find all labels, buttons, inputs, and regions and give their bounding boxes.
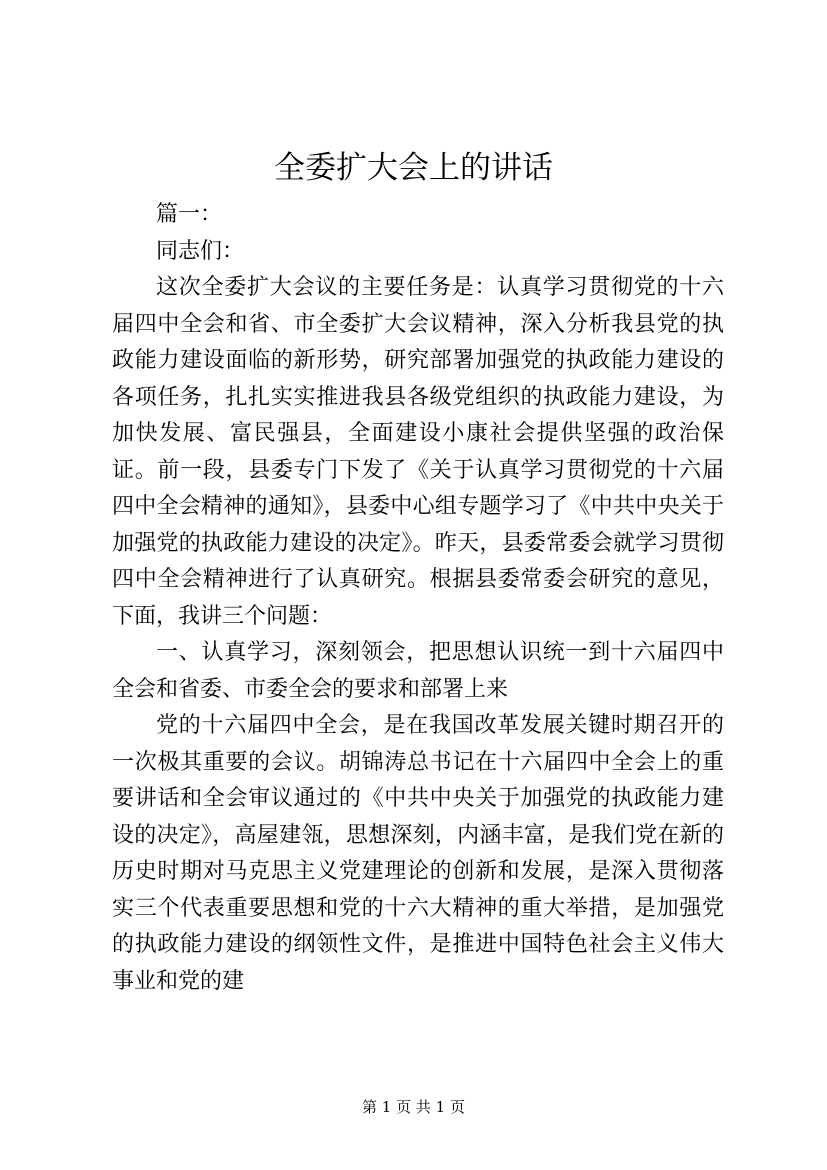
- document-title: 全委扩大会上的讲话: [274, 150, 553, 186]
- section-subheading: 一、认真学习，深刻领会，把思想认识统一到十六届四中全会和省委、市委全会的要求和部署上来: [112, 640, 724, 702]
- section-heading: 篇一：: [156, 202, 223, 227]
- salutation: 同志们：: [156, 238, 245, 264]
- page-footer: 第 1 页 共 1 页: [362, 1098, 465, 1116]
- document-body: [112, 197, 724, 1000]
- body-paragraph: 这次全委扩大会议的主要任务是：认真学习贯彻党的十六届四中全会和省、市全委扩大会议精神，深入分析我县党的执政能力建设面临的新形势，研究部署加强党的执政能力建设的各项任务，扎扎实实推进我县各级党组织的执政能力建设，为加快发展、富民强县，全面建设小康社会提供坚强的政治保证。前一段，县委专门下发了《关于认真学习贯彻党的十六届四中全会精神的通知》，县委中心组专题学习了《中共中央关于加强党的执政能力建设的决定》。昨天，县委常委会就学习贯彻四中全会精神进行了认真研究。根据县委常委会研究的意见，下面，我讲三个问题：: [112, 275, 724, 629]
- body-paragraph: 党的十六届四中全会，是在我国改革发展关键时期召开的一次极其重要的会议。胡锦涛总书记在十六届四中全会上的重要讲话和全会审议通过的《中共中央关于加强党的执政能力建设的决定》，高屋建瓴，思想深刻，内涵丰富，是我们党在新的历史时期对马克思主义党建理论的创新和发展，是深入贯彻落实三个代表重要思想和党的十六大精神的重大举措，是加强党的执政能力建设的纲领性文件，是推进中国特色社会主义伟大事业和党的建: [112, 713, 724, 994]
